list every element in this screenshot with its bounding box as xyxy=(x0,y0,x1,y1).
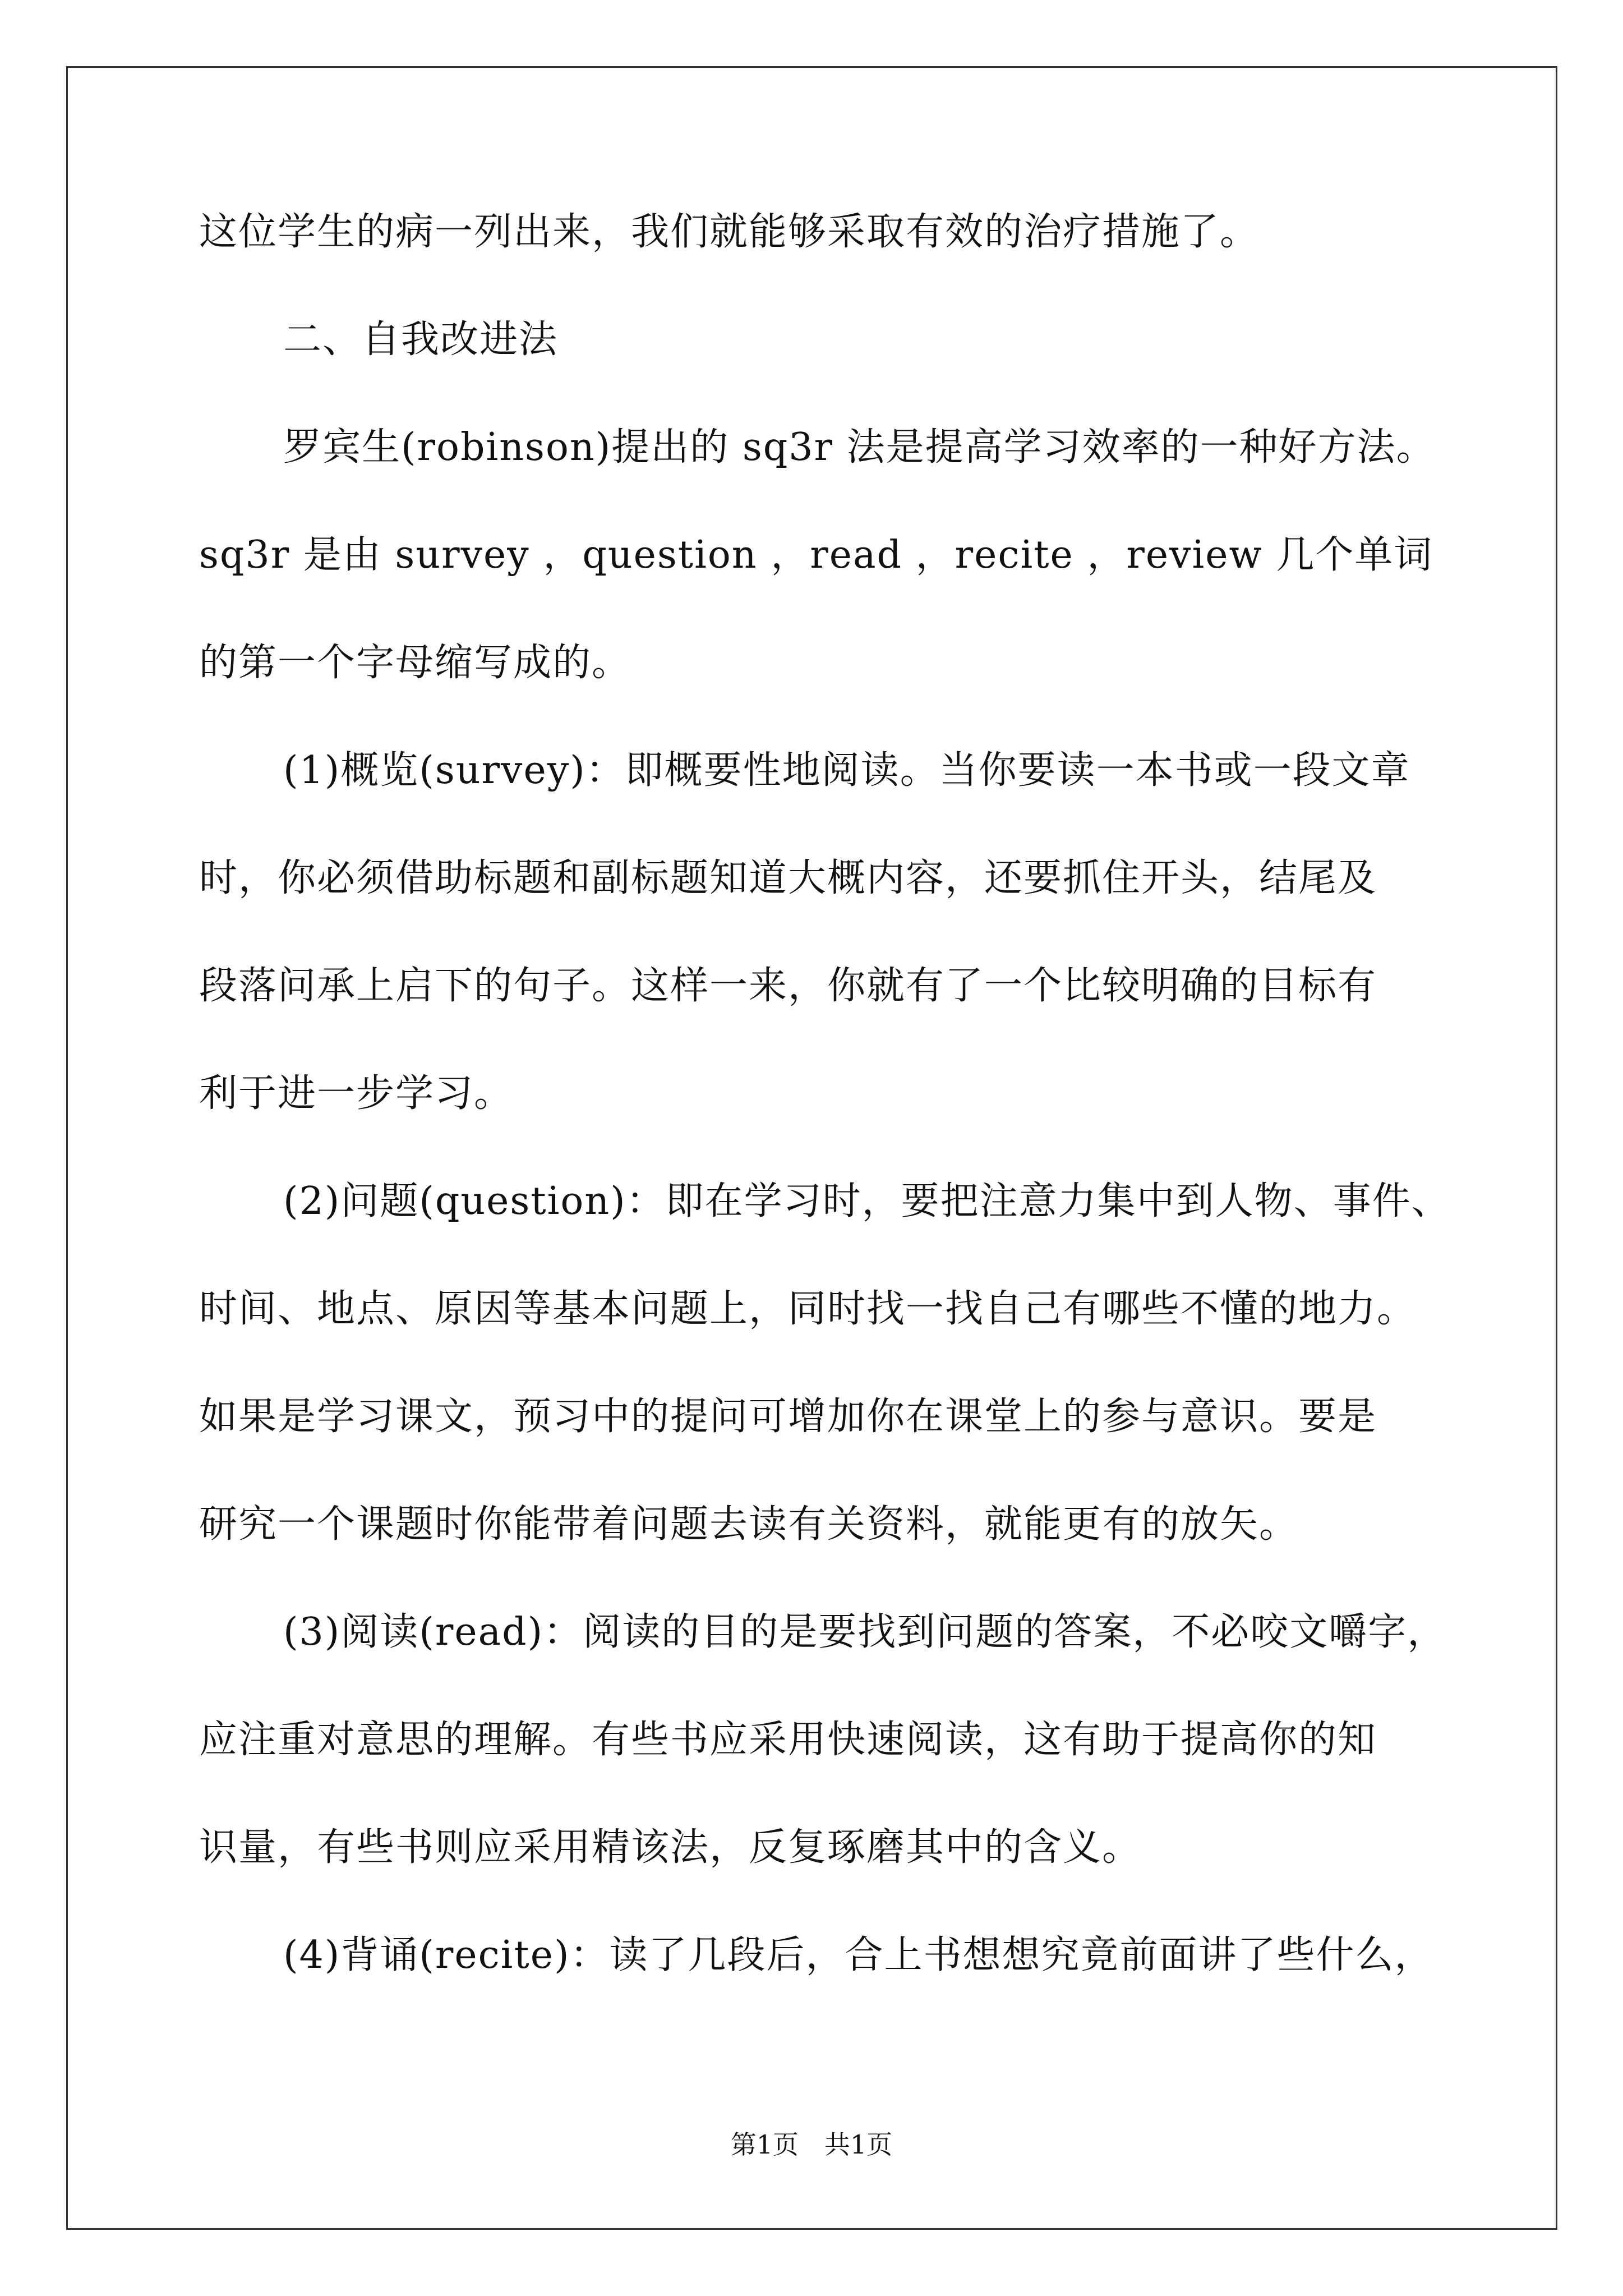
text-line: sq3r 是由 survey ，question ，read ，recite ，review 几个单词 xyxy=(199,533,1433,577)
text-line: 罗宾生(robinson)提出的 sq3r 法是提高学习效率的一种好方法。 xyxy=(283,425,1436,470)
text-line: 时，你必须借助标题和副标题知道大概内容，还要抓住开头，结尾及 xyxy=(199,856,1377,900)
text-line: (2)问题(question)：即在学习时，要把注意力集中到人物、事件、 xyxy=(283,1179,1451,1223)
text-line: 段落问承上启下的句子。这样一来，你就有了一个比较明确的目标有 xyxy=(199,964,1377,1008)
text-line: 应注重对意思的理解。有些书应采用快速阅读，这有助于提高你的知 xyxy=(199,1718,1377,1762)
page-number: 第1页 共1页 xyxy=(730,2129,893,2160)
text-line: 的第一个字母缩写成的。 xyxy=(199,641,631,685)
text-line: 时间、地点、原因等基本问题上，同时找一找自己有哪些不懂的地力。 xyxy=(199,1287,1417,1331)
text-line: (1)概览(survey)：即概要性地阅读。当你要读一本书或一段文章 xyxy=(283,748,1410,793)
text-line: 识量，有些书则应采用精该法，反复琢磨其中的含义。 xyxy=(199,1825,1142,1870)
text-line: 研究一个课题时你能带着问题去读有关资料，就能更有的放矢。 xyxy=(199,1502,1299,1547)
text-line: (3)阅读(read)：阅读的目的是要找到问题的答案，不必咬文嚼字， xyxy=(283,1610,1447,1654)
text-line: 如果是学习课文，预习中的提问可增加你在课堂上的参与意识。要是 xyxy=(199,1395,1377,1439)
text-line: 这位学生的病一列出来，我们就能够采取有效的治疗措施了。 xyxy=(199,210,1260,254)
text-line: 利于进一步学习。 xyxy=(199,1071,514,1116)
document-body xyxy=(199,210,1451,2044)
section-heading: 二、自我改进法 xyxy=(283,318,559,362)
text-line: (4)背诵(recite)：读了几段后，合上书想想究竟前面讲了些什么， xyxy=(283,1933,1434,1977)
